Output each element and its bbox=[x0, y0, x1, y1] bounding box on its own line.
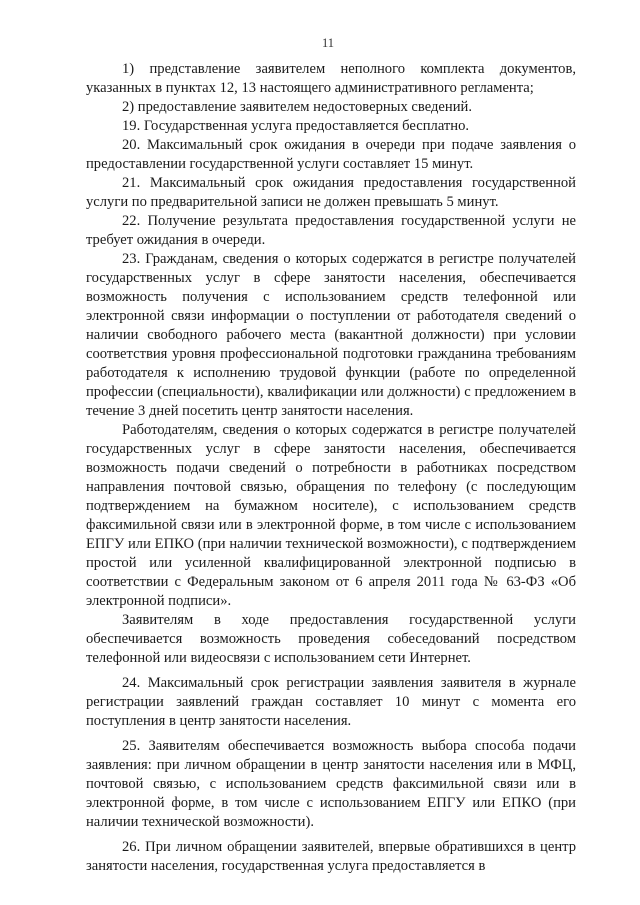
paragraph: Работодателям, сведения о которых содержатся в регистре получателей государственных услуг в сфере занятости населения, обеспечивается возможность подачи сведений о потребности в работниках посредством направления почтовой связью, обращения по телефону (с последующим подтверждением на бумажном носителе), с использованием средств факсимильной связи или в электронной форме, в том числе с использованием ЕПГУ или ЕПКО (при наличии технической возможности), с подтверждением простой или усиленной квалифицированной электронной подписью в соответствии с Федеральным законом от 6 апреля 2011 года № 63-ФЗ «Об электронной подписи». bbox=[86, 422, 576, 609]
paragraph: 19. Государственная услуга предоставляется бесплатно. bbox=[122, 118, 470, 134]
paragraph: 2) предоставление заявителем недостоверных сведений. bbox=[122, 99, 472, 115]
paragraph: 22. Получение результата предоставления государственной услуги не требует ожидания в очереди. bbox=[86, 213, 576, 248]
paragraph: 20. Максимальный срок ожидания в очереди при подаче заявления о предоставлении государственной услуги составляет 15 минут. bbox=[86, 137, 576, 172]
paragraph: 21. Максимальный срок ожидания предоставления государственной услуги по предварительной записи не должен превышать 5 минут. bbox=[86, 175, 576, 210]
paragraph: 1) представление заявителем неполного комплекта документов, указанных в пунктах 12, 13 настоящего административного регламента; bbox=[86, 61, 576, 96]
paragraph: 24. Максимальный срок регистрации заявления заявителя в журнале регистрации заявлений граждан составляет 10 минут с момента его поступления в центр занятости населения. bbox=[86, 675, 576, 729]
document-body bbox=[86, 60, 576, 876]
paragraph: 25. Заявителям обеспечивается возможность выбора способа подачи заявления: при личном обращении в центр занятости населения или в МФЦ, почтовой связью, с использованием средств факсимильной связи или в электронной форме, в том числе с использованием ЕПГУ или ЕПКО (при наличии технической возможности). bbox=[86, 738, 576, 830]
paragraph: Заявителям в ходе предоставления государственной услуги обеспечивается возможность проведения собеседований посредством телефонной или видеосвязи с использованием сети Интернет. bbox=[86, 612, 576, 666]
paragraph: 26. При личном обращении заявителей, впервые обратившихся в центр занятости населения, государственная услуга предоставляется в bbox=[86, 839, 576, 874]
page-number: 11 bbox=[321, 36, 335, 50]
paragraph: 23. Гражданам, сведения о которых содержатся в регистре получателей государственных услуг в сфере занятости населения, обеспечивается возможность получения с использованием средств телефонной или электронной связи информации о поступлении от работодателя сведений о наличии свободного рабочего места (вакантной должности) при условии соответствия уровня профессиональной подготовки гражданина требованиям работодателя к исполнению трудовой функции (работе по определенной профессии (специальности), квалификации или должности) с предложением в течение 3 дней посетить центр занятости населения. bbox=[86, 251, 576, 419]
